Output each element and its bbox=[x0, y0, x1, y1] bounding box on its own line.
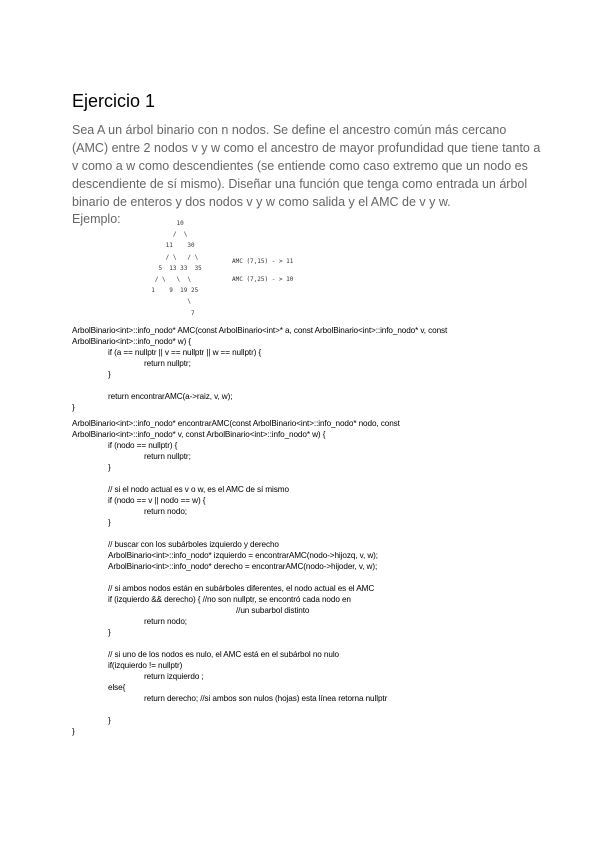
code-line: return derecho; //si ambos son nulos (hojas) esta línea retorna nullptr bbox=[144, 694, 388, 703]
statement-line: binario de enteros y dos nodos v y w como salida y el AMC de v y w. bbox=[72, 195, 451, 209]
example-label: Ejemplo: bbox=[72, 212, 121, 226]
statement-line: Sea A un árbol binario con n nodos. Se define el ancestro común más cercano bbox=[72, 123, 507, 137]
code-line bbox=[72, 380, 447, 391]
code-line: } bbox=[72, 403, 75, 412]
code-line: return nullptr; bbox=[144, 359, 191, 368]
code-comment: // si ambos nodos están en subárboles diferentes, el nodo actual es el AMC bbox=[108, 584, 375, 593]
code-line: return izquierdo ; bbox=[144, 672, 204, 681]
code-line: } bbox=[108, 463, 111, 472]
binary-tree-diagram: 10 / \ 11 30 / \ / \ 5 13 33 35 / \ \ \ 1 9 19 25 \ 7 bbox=[151, 220, 202, 317]
code-line: } bbox=[72, 727, 75, 736]
code-line bbox=[72, 528, 400, 539]
code-line: if (nodo == v || nodo == w) { bbox=[108, 496, 206, 505]
statement-line: v como a w como descendientes (se entiende como caso extremo que un nodo es bbox=[72, 159, 528, 173]
code-comment: // si uno de los nodos es nulo, el AMC está en el subárbol no nulo bbox=[108, 650, 339, 659]
code-line: return nodo; bbox=[144, 507, 187, 516]
code-line: ArbolBinario<int>::info_nodo* encontrarAMC(const ArbolBinario<int>::info_nodo* nodo, const bbox=[72, 419, 400, 428]
code-line: } bbox=[108, 370, 111, 379]
statement-line: (AMC) entre 2 nodos v y w como el ancestro de mayor profundidad que tiene tanto a bbox=[72, 141, 541, 155]
code-line: ArbolBinario<int>::info_nodo* v, const ArbolBinario<int>::info_nodo* w) { bbox=[72, 430, 326, 439]
code-line bbox=[72, 638, 400, 649]
code-line: return nodo; bbox=[144, 617, 187, 626]
amc-example: AMC (7,15) - > 11 bbox=[232, 258, 294, 265]
code-line bbox=[72, 572, 400, 583]
code-line: if(izquierdo != nullptr) bbox=[108, 661, 183, 670]
code-line: ArbolBinario<int>::info_nodo* AMC(const ArbolBinario<int>* a, const ArbolBinario<int>::info_nodo* v, const bbox=[72, 326, 448, 335]
code-line: if (nodo == nullptr) { bbox=[108, 441, 178, 450]
code-line: if (a == nullptr || v == nullptr || w == nullptr) { bbox=[108, 348, 262, 357]
code-line: if (izquierdo && derecho) { //no son nullptr, se encontró cada nodo en bbox=[108, 595, 351, 604]
code-line bbox=[72, 704, 400, 715]
code-line: } bbox=[108, 518, 111, 527]
code-comment: // buscar con los subárboles izquierdo y derecho bbox=[108, 540, 279, 549]
code-block-encontrar-amc bbox=[72, 418, 400, 737]
code-block-amc bbox=[72, 325, 447, 413]
problem-statement bbox=[72, 121, 541, 211]
code-line: ArbolBinario<int>::info_nodo* izquierdo = encontrarAMC(nodo->hijozq, v, w); bbox=[108, 551, 378, 560]
code-comment: // si el nodo actual es v o w, es el AMC de sí mismo bbox=[108, 485, 289, 494]
amc-example: AMC (7,25) - > 10 bbox=[232, 276, 294, 283]
code-line: return encontrarAMC(a->raiz, v, w); bbox=[108, 392, 233, 401]
code-line: } bbox=[108, 716, 111, 725]
code-line: ArbolBinario<int>::info_nodo* w) { bbox=[72, 337, 192, 346]
exercise-title: Ejercicio 1 bbox=[72, 91, 156, 111]
code-comment: //un subarbol distinto bbox=[236, 606, 310, 615]
code-line: } bbox=[108, 628, 111, 637]
code-line: else{ bbox=[108, 683, 126, 692]
statement-line: descendiente de sí mismo). Diseñar una función que tenga como entrada un árbol bbox=[72, 177, 528, 191]
code-line: return nullptr; bbox=[144, 452, 191, 461]
code-line: ArbolBinario<int>::info_nodo* derecho = encontrarAMC(nodo->hijoder, v, w); bbox=[108, 562, 378, 571]
code-line bbox=[72, 473, 400, 484]
